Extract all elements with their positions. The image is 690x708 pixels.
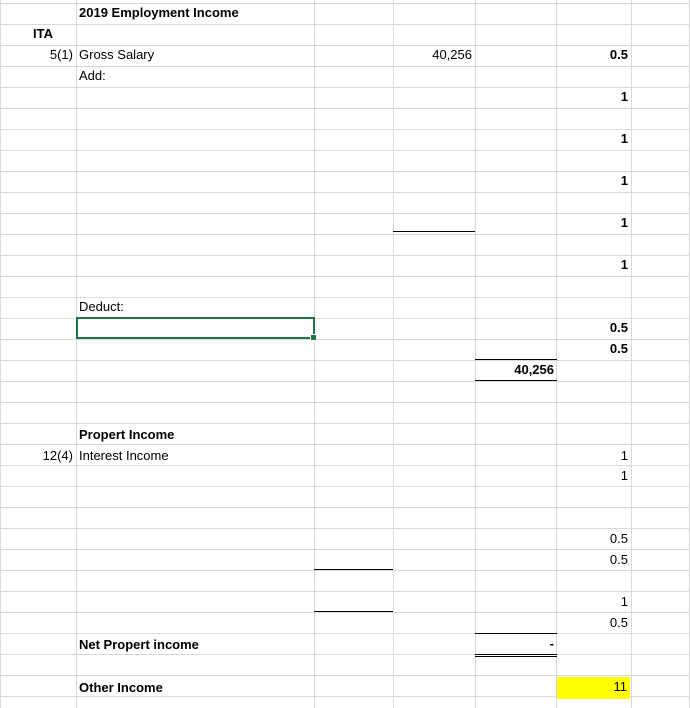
add-mark-1[interactable]: 1	[620, 89, 628, 104]
sheet-title[interactable]: 2019 Employment Income	[79, 5, 239, 20]
grid-row-line	[0, 507, 690, 508]
ita-header[interactable]: ITA	[33, 26, 53, 41]
fill-handle[interactable]	[310, 334, 317, 341]
grid-column-line	[631, 0, 632, 708]
property-mark-2[interactable]: 1	[620, 468, 628, 483]
ita-section-12-4[interactable]: 12(4)	[42, 448, 73, 463]
other-income-total[interactable]: 11	[557, 677, 630, 699]
grid-column-line	[0, 0, 1, 708]
gross-salary-value[interactable]: 40,256	[432, 47, 472, 62]
grid-row-line	[0, 486, 690, 487]
property-mark-4[interactable]: 0.5	[609, 552, 628, 567]
gross-salary-mark[interactable]: 0.5	[609, 47, 628, 62]
grid-row-line	[0, 150, 690, 151]
property-mark-3[interactable]: 0.5	[609, 531, 628, 546]
ita-section-5-1[interactable]: 5(1)	[49, 47, 73, 62]
property-rule-2	[314, 592, 393, 612]
grid-row-line	[0, 276, 690, 277]
grid-row-line	[0, 24, 690, 25]
grid-row-line	[0, 234, 690, 235]
property-rule-1	[314, 550, 393, 570]
deduct-mark-1[interactable]: 0.5	[609, 320, 628, 335]
net-property-income-value[interactable]: -	[475, 633, 557, 657]
employment-income-total[interactable]: 40,256	[475, 359, 557, 381]
add-mark-3[interactable]: 1	[620, 173, 628, 188]
add-mark-5[interactable]: 1	[620, 257, 628, 272]
add-mark-4[interactable]: 1	[620, 215, 628, 230]
grid-column-line	[475, 0, 476, 708]
grid-row-line	[0, 570, 690, 571]
grid-row-line	[0, 675, 690, 676]
grid-column-line	[393, 0, 394, 708]
net-property-income-label[interactable]: Net Propert income	[79, 637, 199, 652]
selected-cell[interactable]	[76, 317, 315, 339]
grid-row-line	[0, 360, 690, 361]
property-mark-5[interactable]: 1	[620, 594, 628, 609]
deduct-mark-2[interactable]: 0.5	[609, 341, 628, 356]
interest-income-label[interactable]: Interest Income	[79, 448, 169, 463]
grid-column-line	[76, 0, 77, 708]
grid-row-line	[0, 402, 690, 403]
other-income-label[interactable]: Other Income	[79, 680, 163, 695]
add-mark-2[interactable]: 1	[620, 131, 628, 146]
subtotal-rule	[393, 212, 475, 232]
grid-row-line	[0, 108, 690, 109]
grid-row-line	[0, 633, 690, 634]
property-mark-1[interactable]: 1	[620, 448, 628, 463]
grid-row-line	[0, 423, 690, 424]
grid-row-line	[0, 381, 690, 382]
grid-row-line	[0, 192, 690, 193]
add-label[interactable]: Add:	[79, 68, 106, 83]
property-income-heading[interactable]: Propert Income	[79, 427, 175, 442]
gross-salary-label[interactable]: Gross Salary	[79, 47, 155, 62]
property-mark-6[interactable]: 0.5	[609, 615, 628, 630]
deduct-label[interactable]: Deduct:	[79, 299, 124, 314]
